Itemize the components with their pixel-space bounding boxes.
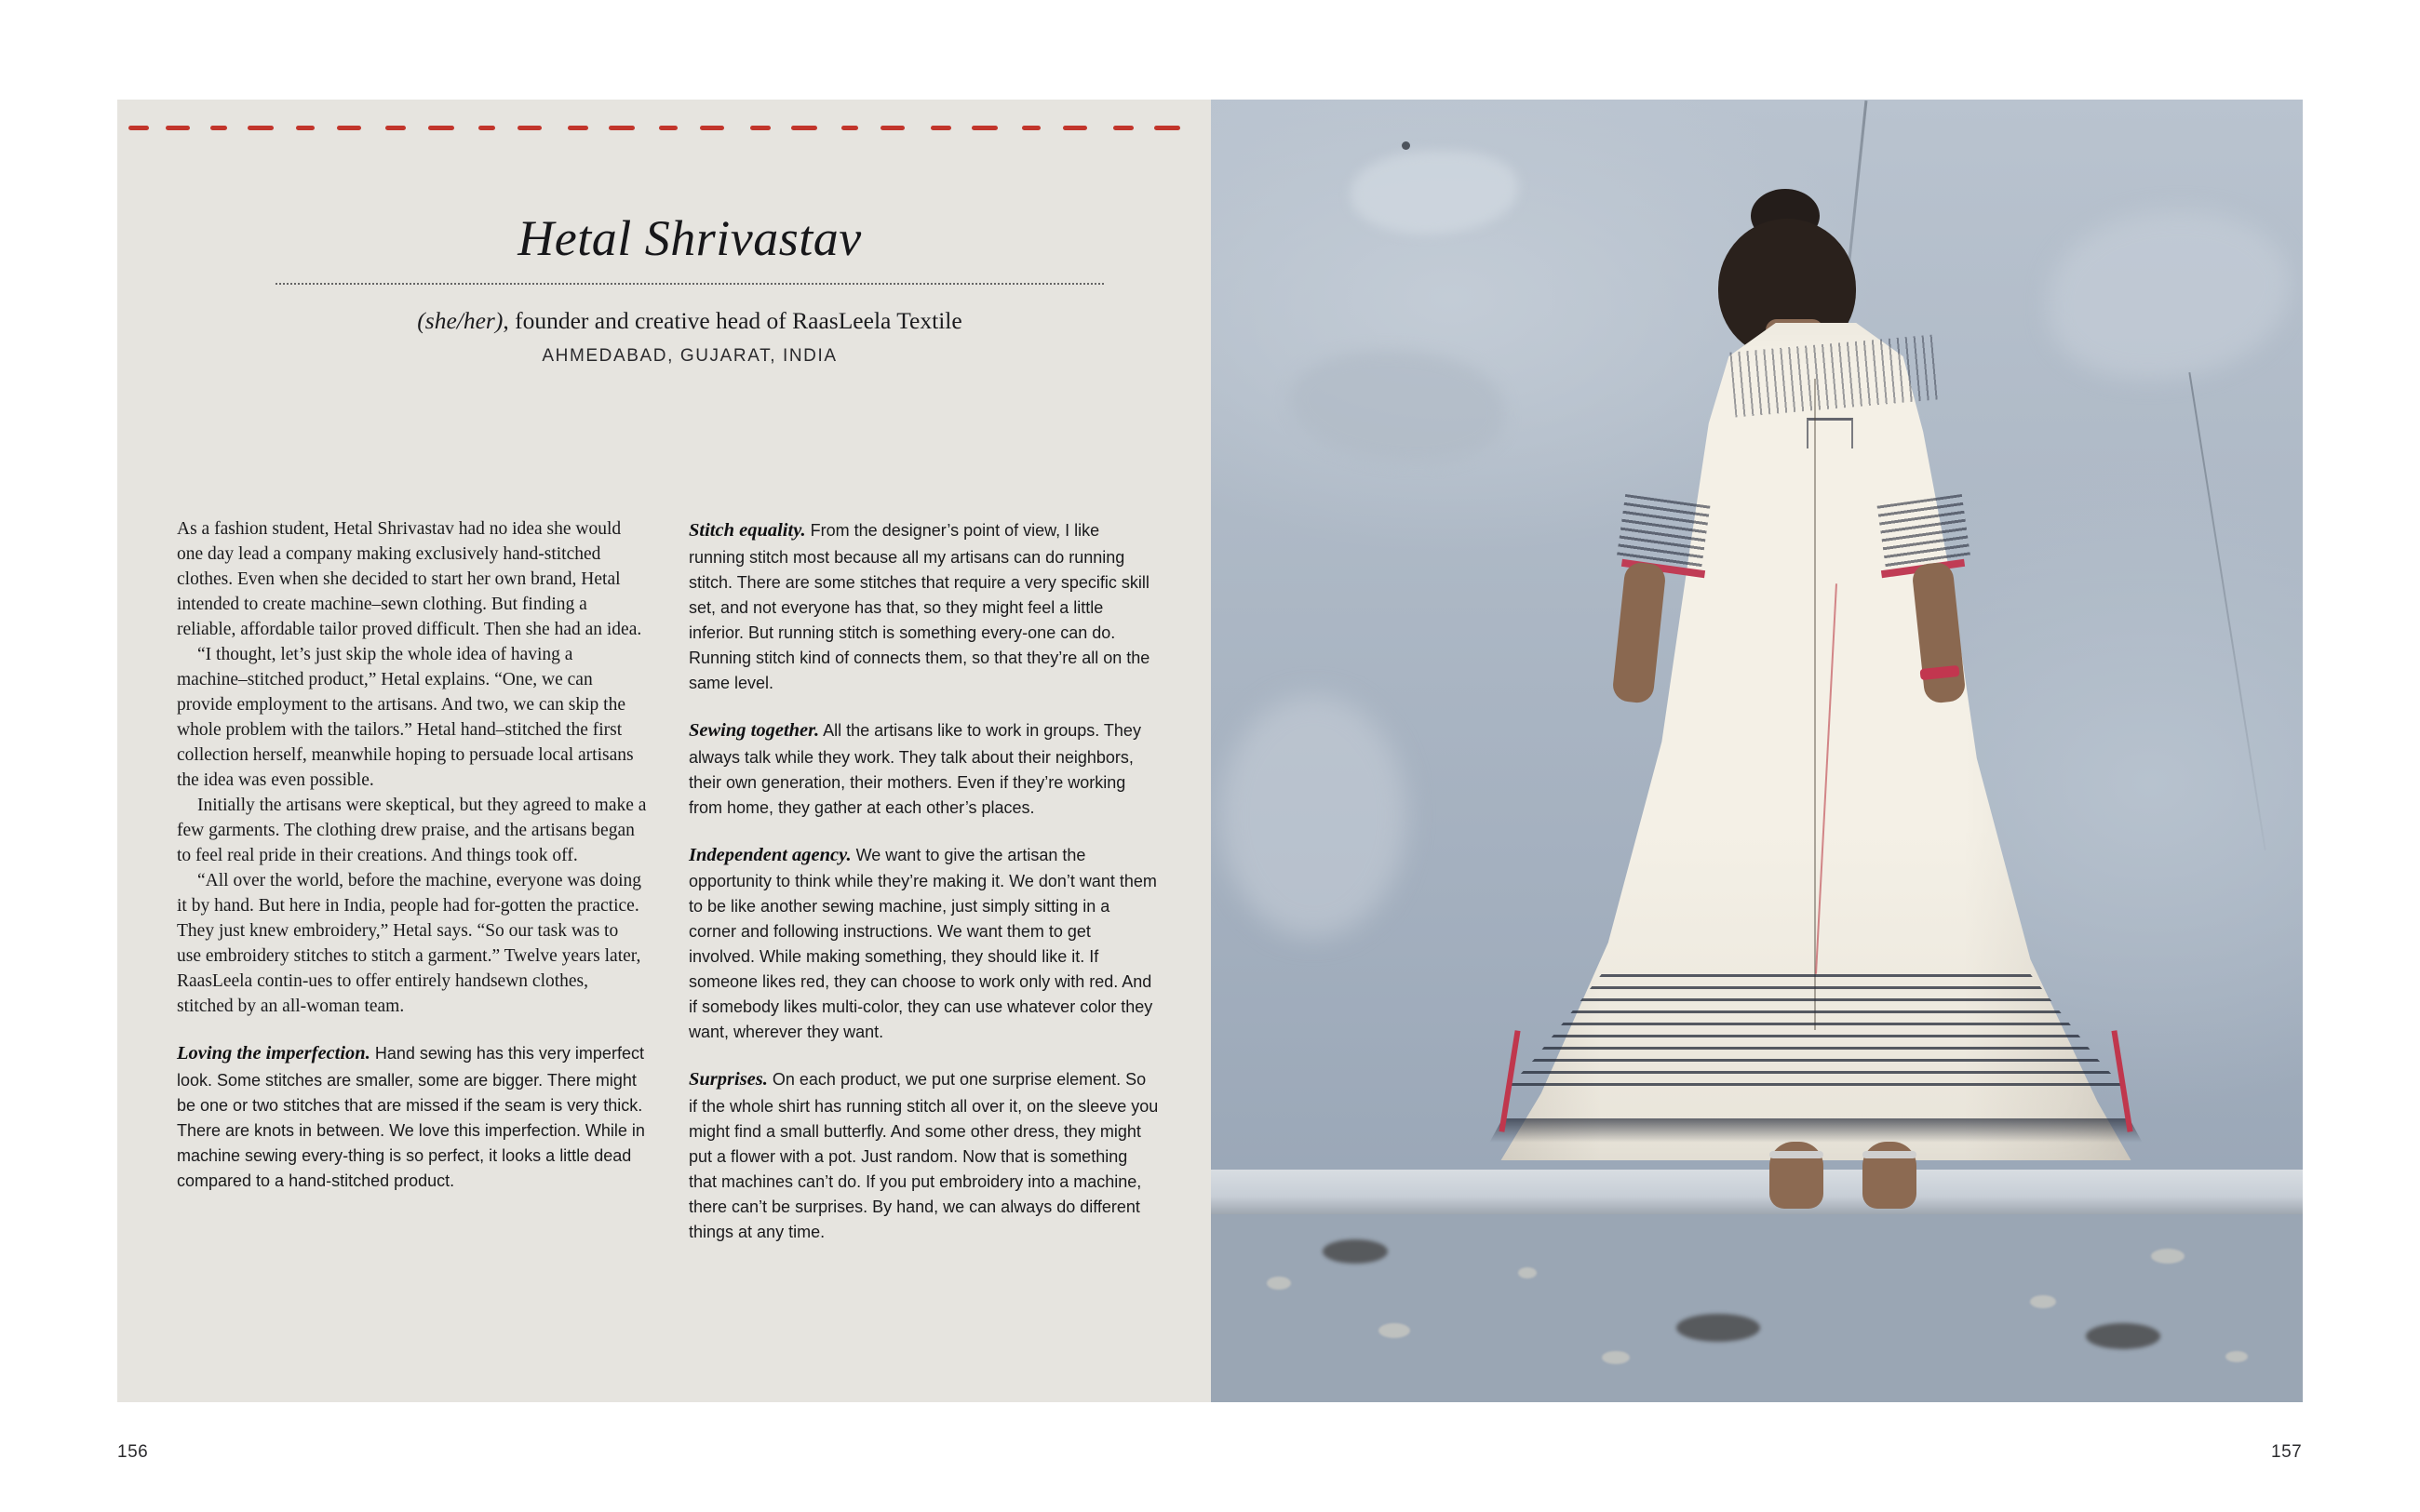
section-lead-stitch-equality: Stitch equality.	[689, 520, 806, 541]
section-loving-the-imperfection	[177, 1039, 647, 1194]
body-columns	[177, 516, 1159, 1245]
section-surprises	[689, 1065, 1159, 1245]
column-one	[177, 516, 647, 1245]
paragraph-artisans-skeptical: Initially the artisans were skeptical, but they agreed to make a few garments. The clothing drew praise, and the artisans began to feel real pride in their creations. And things took off.	[177, 796, 647, 865]
page-title: Hetal Shrivastav	[518, 210, 862, 266]
section-body-surprises: On each product, we put one surprise element. So if the whole shirt has running stitch all over it, on the sleeve you might find a small butterfly. And some other dress, they might put a flower with a pot. Just random. Now that is something that machines can’t do. If you put embroidery into a machine, there can’t be surprises. By hand, we can always do different things at any time.	[689, 1070, 1159, 1241]
artisan-role	[276, 305, 1104, 336]
right-anklet	[1862, 1151, 1916, 1158]
section-stitch-equality	[689, 516, 1159, 696]
paragraph-quote-one: “I thought, let’s just skip the whole idea of having a machine–stitched product,” Hetal explains. “One, we can provide employment to the artisans. And two, we can skip the whole problem with the tailors.” Hetal hand–stitched the first collection herself, meanwhile hoping to persuade local artisans the idea was even possible.	[177, 645, 634, 790]
column-two	[689, 516, 1159, 1245]
artisan-location: AHMEDABAD, GUJARAT, INDIA	[542, 345, 838, 366]
section-sewing-together	[689, 716, 1159, 821]
section-body-sewing-together: All the artisans like to work in groups. They always talk while they work. They talk about their neighbors, their own generation, their mothers. Even if they’re working from home, they gather at each other’s places.	[689, 720, 1141, 817]
section-body-independent-agency: We want to give the artisan the opportunity to think while they’re making it. We don’t want them to be like another sewing machine, just simply sitting in a corner and following instructions. We want them to get involved. While making something, they should like it. If someone likes red, they can choose to work only with red. And if somebody likes multi-color, they can use whatever color they want, wherever they want.	[689, 845, 1157, 1042]
title-divider	[276, 281, 1104, 285]
left-sleeve-embroidery	[1617, 494, 1711, 570]
woman-figure	[1211, 100, 2303, 1402]
section-lead-loving-the-imperfection: Loving the imperfection.	[177, 1043, 370, 1064]
paragraph-quote-two: “All over the world, before the machine, everyone was doing it by hand. But here in India, people had for-gotten the practice. They just knew embroidery,” Hetal says. “So our task was to use embroidery stitches to stitch a garment.” Twelve years later, RaasLeela contin-ues to offer entirely handsewn clothes, stitched by an all-woman team.	[177, 871, 642, 1016]
artisan-pronouns: (she/her)	[417, 307, 504, 335]
paragraph-intro: As a fashion student, Hetal Shrivastav had no idea she would one day lead a company making exclusively hand-stitched clothes. Even when she decided to start her own brand, Hetal intended to create machine–sewn clothing. But finding a reliable, affordable tailor proved difficult. Then she had an idea.	[177, 519, 642, 639]
left-page	[117, 100, 1211, 1402]
hem-edge-shadow	[1483, 1118, 2149, 1143]
section-lead-independent-agency: Independent agency.	[689, 844, 852, 865]
right-page	[1211, 100, 2303, 1402]
center-back-seam	[1814, 379, 1816, 1030]
left-anklet	[1769, 1151, 1823, 1158]
artisan-photograph	[1211, 100, 2303, 1402]
section-body-loving-the-imperfection: Hand sewing has this very imperfect look. Some stitches are smaller, some are bigger. There might be one or two stitches that are missed if the seam is very thick. There are knots in between. We love this imperfection. While in machine sewing every-thing is so perfect, it looks a little dead compared to a hand-stitched product.	[177, 1044, 645, 1190]
section-independent-agency	[689, 841, 1159, 1046]
folio-right: 157	[2271, 1442, 2303, 1462]
folio-left: 156	[117, 1442, 149, 1462]
section-lead-sewing-together: Sewing together.	[689, 719, 820, 741]
hem-striped-band	[1481, 974, 2151, 1095]
section-body-stitch-equality: From the designer’s point of view, I like running stitch most because all my artisans can do running stitch. There are some stitches that require a very specific skill set, and not everyone has that, so they might feel a little inferior. But running stitch is something every-one can do. Running stitch kind of connects them, so that they’re all on the same level.	[689, 521, 1150, 692]
artisan-role-text: , founder and creative head of RaasLeela Textile	[503, 307, 962, 335]
section-lead-surprises: Surprises.	[689, 1069, 768, 1091]
article-header	[276, 211, 1104, 367]
stitch-dashed-rule-icon	[117, 124, 1211, 135]
left-arm	[1611, 561, 1666, 704]
